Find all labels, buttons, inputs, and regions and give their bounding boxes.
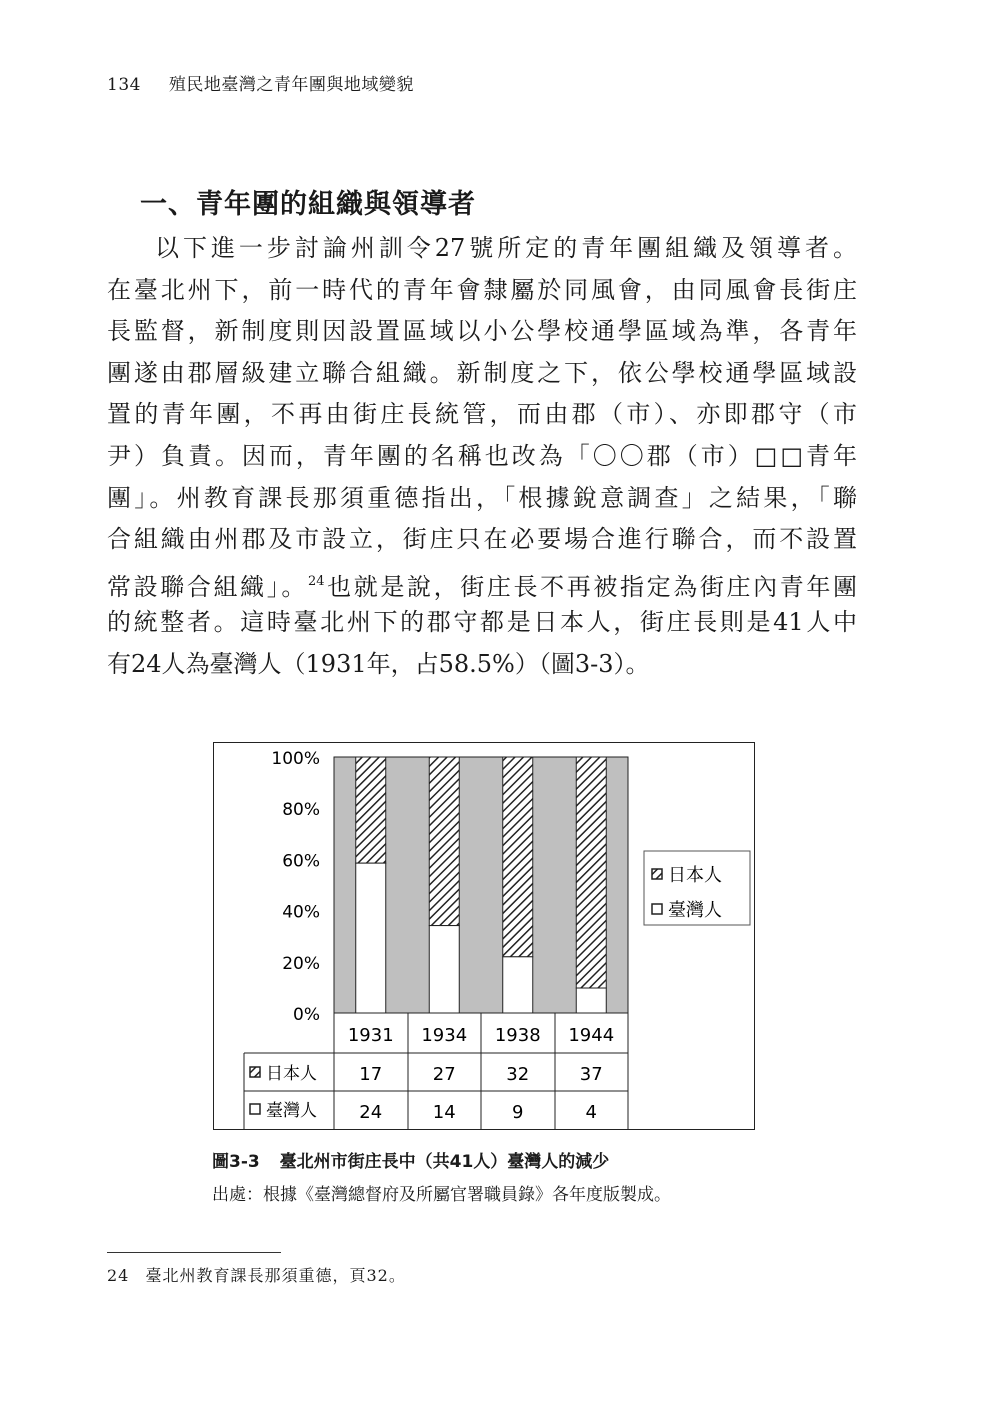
paragraph-line: 合組織由州郡及市設立，街庄只在必要場合進行聯合，而不設置 — [107, 525, 857, 554]
paragraph-line: 長監督，新制度則因設置區域以小公學校通學區域為準，各青年 — [107, 317, 857, 346]
paragraph-line: 的統整者。這時臺北州下的郡守都是日本人，街庄長則是41人中 — [107, 608, 857, 637]
paragraph-line: 團遂由郡層級建立聯合組織。新制度之下，依公學校通學區域設 — [107, 358, 857, 387]
paragraph-line-with-note — [107, 561, 857, 603]
legend — [644, 851, 750, 925]
paragraph-line: 團」。州教育課長那須重德指出，「根據銳意調查」之結果，「聯 — [107, 483, 857, 512]
legend-label-taiwanese: 臺灣人 — [668, 900, 722, 921]
section-title: 一、青年團的組織與領導者 — [140, 189, 476, 220]
paragraph-line: 有24人為臺灣人（1931年，占58.5%）（圖3-3）。 — [107, 649, 650, 678]
running-header — [107, 70, 414, 95]
table-row-label: 臺灣人 — [266, 1101, 317, 1121]
paragraph-line: 置的青年團，不再由街庄長統管，而由郡（市）、亦即郡守（市 — [107, 400, 857, 429]
paragraph-line-end: 也就是說，街庄長不再被指定為街庄內青年團 — [324, 572, 858, 601]
bar-taiwanese-1931 — [356, 863, 386, 1013]
x-category-label: 1931 — [347, 1025, 394, 1046]
y-tick-label: 20% — [282, 953, 320, 974]
table-cell: 24 — [359, 1102, 383, 1123]
table-cell: 4 — [585, 1102, 597, 1123]
legend-swatch-japanese — [652, 869, 662, 879]
figure-caption — [212, 1147, 609, 1172]
table-cell: 9 — [512, 1102, 524, 1123]
footnote-number: 24 — [107, 1266, 130, 1285]
y-tick-label: 80% — [282, 800, 320, 821]
y-tick-label: 100% — [271, 749, 320, 769]
figure-title: 臺北州市街庄長中（共41人）臺灣人的減少 — [279, 1152, 610, 1172]
figure-source: 出處：根據《臺灣總督府及所屬官署職員錄》各年度版製成。 — [212, 1185, 671, 1205]
footnote — [107, 1263, 406, 1286]
paragraph-line: 以下進一步討論州訓令27號所定的青年團組織及領導者。 — [155, 234, 857, 262]
bar-taiwanese-1938 — [503, 957, 533, 1013]
bar-japanese-1934 — [429, 757, 459, 926]
figure-number: 圖3-3 — [212, 1152, 260, 1172]
x-category-label: 1934 — [421, 1025, 468, 1046]
table-row-label: 日本人 — [266, 1064, 317, 1084]
y-tick-label: 60% — [282, 851, 320, 872]
paragraph-line-start: 常設聯合組織」。 — [107, 572, 308, 601]
y-tick-label: 40% — [282, 902, 320, 923]
table-cell: 17 — [359, 1064, 383, 1085]
body-paragraph — [107, 228, 857, 686]
bar-japanese-1944 — [576, 757, 606, 988]
stacked-bar-chart — [214, 743, 756, 1131]
x-category-label: 1944 — [568, 1025, 615, 1046]
footnote-divider — [107, 1252, 281, 1253]
table-legend-swatch-taiwanese — [250, 1104, 260, 1114]
table-cell: 32 — [506, 1064, 530, 1085]
footnote-text: 臺北州教育課長那須重德，頁32。 — [145, 1266, 406, 1285]
table-cell: 27 — [432, 1064, 456, 1085]
bar-japanese-1938 — [503, 757, 533, 957]
figure-3-3 — [213, 742, 755, 1130]
legend-swatch-taiwanese — [652, 904, 662, 914]
footnote-reference[interactable]: 24 — [308, 573, 325, 589]
legend-label-japanese: 日本人 — [668, 865, 722, 886]
table-cell: 37 — [579, 1064, 603, 1085]
x-category-label: 1938 — [494, 1025, 541, 1046]
table-cell: 14 — [432, 1102, 456, 1123]
paragraph-line: 在臺北州下，前一時代的青年會隸屬於同風會，由同風會長街庄 — [107, 275, 857, 304]
y-tick-label: 0% — [293, 1005, 320, 1025]
bar-japanese-1931 — [356, 757, 386, 863]
page-number: 134 — [107, 75, 141, 95]
bar-taiwanese-1944 — [576, 988, 606, 1013]
table-legend-swatch-japanese — [250, 1067, 260, 1077]
paragraph-line: 尹）負責。因而，青年團的名稱也改為「〇〇郡（市）□□青年 — [107, 441, 857, 470]
running-title: 殖民地臺灣之青年團與地域變貌 — [168, 75, 414, 95]
bar-taiwanese-1934 — [429, 926, 459, 1013]
